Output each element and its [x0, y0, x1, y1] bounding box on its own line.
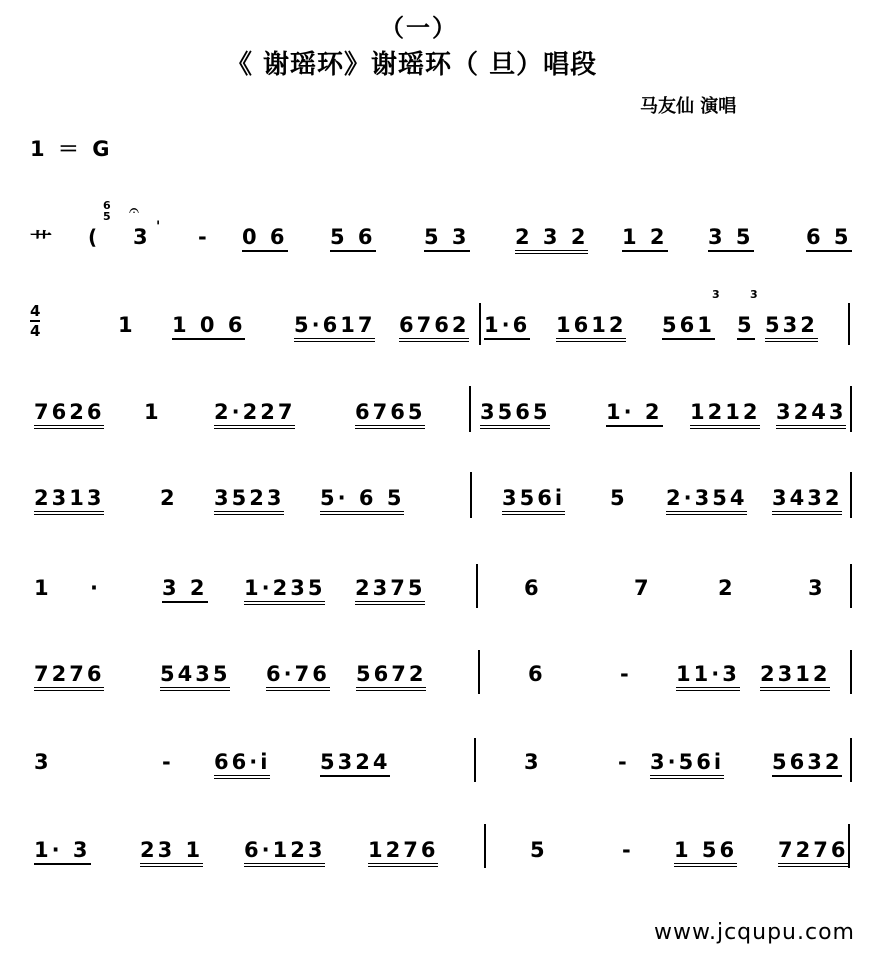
- note-group: 0 6: [242, 225, 288, 252]
- score-row-1: [0, 199, 884, 285]
- note: 5: [610, 486, 628, 510]
- note-group: 6762: [399, 313, 469, 342]
- note-group: 3 5: [708, 225, 754, 252]
- grace-note: 3: [712, 288, 720, 301]
- note: 3: [133, 225, 151, 249]
- note-group: 3243: [776, 400, 846, 429]
- watermark-url: www.jcqupu.com: [654, 920, 855, 945]
- bar-line: [476, 564, 478, 608]
- note: 5: [530, 838, 548, 862]
- note-group: 5 3: [424, 225, 470, 252]
- note-group: 3565: [480, 400, 550, 429]
- note-group: 66·i: [214, 750, 270, 779]
- performer-credit: 马友仙 演唱: [640, 96, 737, 117]
- grace-notes-top: 6 5: [103, 199, 111, 223]
- bar-line: [469, 386, 471, 432]
- note-group: 561: [662, 313, 715, 340]
- note-group: 5324: [320, 750, 390, 777]
- time-sig-bottom: 4: [30, 322, 41, 340]
- note-group: 5632: [772, 750, 842, 777]
- note-tremolo: 7: [634, 576, 652, 600]
- note-group: 2312: [760, 662, 830, 691]
- note: 5: [737, 313, 755, 340]
- note-group: 1· 2: [606, 400, 663, 427]
- note: 3: [524, 750, 542, 774]
- note-group: 11·3: [676, 662, 740, 691]
- score-row-7: [0, 750, 884, 810]
- note: 6: [528, 662, 546, 686]
- fermata-icon: 𝄐: [129, 200, 140, 221]
- score-row-6: [0, 662, 884, 722]
- note-group: 532: [765, 313, 818, 342]
- paren-open: (: [88, 225, 101, 249]
- note-group: 6765: [355, 400, 425, 429]
- key-signature: 1 ＝ G: [30, 137, 113, 161]
- dot: ·: [90, 576, 101, 600]
- note-tremolo: 3: [808, 576, 826, 600]
- score-row-4: [0, 486, 884, 546]
- note-group: 1212: [690, 400, 760, 429]
- time-signature: [30, 303, 40, 339]
- section-number: （一）: [380, 14, 458, 42]
- note-group: 5·617: [294, 313, 375, 342]
- bar-line: [850, 472, 852, 518]
- note-group: 1· 3: [34, 838, 91, 865]
- note-group: 6 5: [806, 225, 852, 252]
- hold-dash: -: [162, 750, 174, 774]
- score-row-8: [0, 838, 884, 898]
- score-row-3: [0, 400, 884, 460]
- note-group: 2·227: [214, 400, 295, 429]
- bar-line: [479, 303, 481, 345]
- note-group: 3432: [772, 486, 842, 515]
- note-group: 7626: [34, 400, 104, 429]
- bar-line: [478, 650, 480, 694]
- note-group: 356i: [502, 486, 565, 515]
- hold-dash: -: [622, 838, 634, 862]
- bar-line: [848, 303, 850, 345]
- note-group: 1 0 6: [172, 313, 245, 340]
- note-group: 1 56: [674, 838, 737, 867]
- grace-note: 3: [750, 288, 758, 301]
- note-group: 1276: [368, 838, 438, 867]
- note-group: 7276: [778, 838, 848, 867]
- bar-line: [850, 738, 852, 782]
- note-group: 2 3 2: [515, 225, 588, 254]
- hold-dash: -: [620, 662, 632, 686]
- note: 1: [118, 313, 136, 337]
- note-group: 5 6: [330, 225, 376, 252]
- note-group: 5435: [160, 662, 230, 691]
- note-group: 7276: [34, 662, 104, 691]
- note-group: 6·123: [244, 838, 325, 867]
- note-group: 5672: [356, 662, 426, 691]
- note-group: 3 2: [162, 576, 208, 603]
- note-group: 6·76: [266, 662, 330, 691]
- note-group: 1·235: [244, 576, 325, 605]
- note: 1: [144, 400, 162, 424]
- hold-dash: -: [618, 750, 630, 774]
- note: 3: [34, 750, 52, 774]
- hold-dash: -: [198, 225, 210, 249]
- paren-close: ': [156, 219, 164, 235]
- score-row-5: [0, 576, 884, 636]
- song-title: 《 谢瑶环》谢瑶环（ 旦）唱段: [226, 50, 598, 80]
- score-row-2: [0, 288, 884, 373]
- note-group: 1 2: [622, 225, 668, 252]
- bar-line: [848, 824, 850, 868]
- bar-line: [484, 824, 486, 868]
- note-group: 2·354: [666, 486, 747, 515]
- bar-line: [474, 738, 476, 782]
- bar-line: [850, 650, 852, 694]
- time-sig-top: 4: [30, 302, 41, 320]
- note-group: 2313: [34, 486, 104, 515]
- bar-line: [850, 564, 852, 608]
- note-group: 3523: [214, 486, 284, 515]
- free-rhythm-sign: 艹: [30, 230, 53, 255]
- note-group: 2375: [355, 576, 425, 605]
- bar-line: [470, 472, 472, 518]
- note: 1: [34, 576, 52, 600]
- note-group: 23 1: [140, 838, 203, 867]
- note-tremolo: 2: [718, 576, 736, 600]
- note-group: 1612: [556, 313, 626, 342]
- note: 2: [160, 486, 178, 510]
- note-group: 3·56i: [650, 750, 724, 779]
- bar-line: [850, 386, 852, 432]
- note-tremolo: 6: [524, 576, 542, 600]
- note-group: 1·6: [484, 313, 530, 340]
- note-group: 5· 6 5: [320, 486, 404, 515]
